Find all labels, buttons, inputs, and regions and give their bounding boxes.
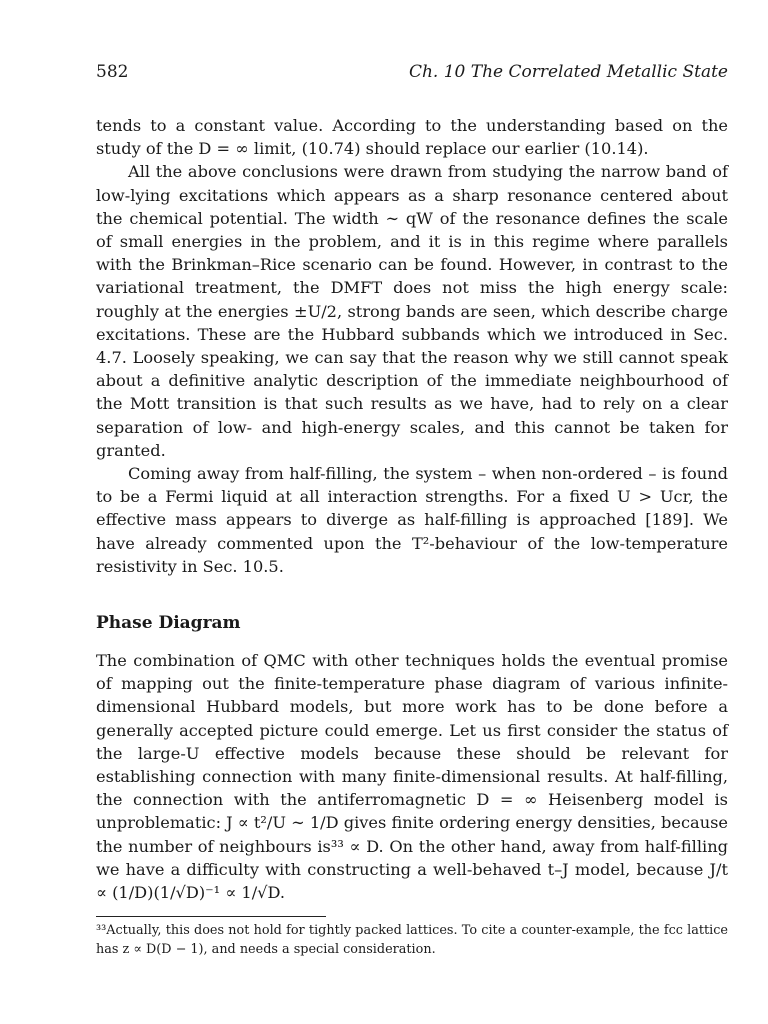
page [96,60,728,959]
section-title: Phase Diagram [96,613,241,634]
paragraph-1: tends to a constant value. According to the understanding based on the study of the D = ∞ limit, (10.74) should replace our earlier (10.14). [96,116,728,159]
running-header [96,60,728,84]
chapter-title: Ch. 10 The Correlated Metallic State [408,62,728,82]
body-text [96,114,728,904]
page-number: 582 [96,62,129,82]
paragraph-2: All the above conclusions were drawn from studying the narrow band of low-lying excitations which appears as a sharp resonance centered about the chemical potential. The width ∼ qW of the resonance defines the scale of small energies in the problem, and it is in this regime where parallels with the Brinkman–Rice scenario can be found. However, in contrast to the variational treatment, the DMFT does not miss the high energy scale: roughly at the energies ±U/2, strong bands are seen, which describe charge excitations. These are the Hubbard subbands which we introduced in Sec. 4.7. Loosely speaking, we can say that the reason why we still cannot speak about a definitive analytic description of the immediate neighbourhood of the Mott transition is that such results as we have, had to rely on a clear separation of low- and high-energy scales, and this cannot be taken for granted. [96,162,728,460]
footnote-divider [96,916,326,917]
paragraph-3: Coming away from half-filling, the system – when non-ordered – is found to be a Fermi liquid at all interaction strengths. For a fixed U > Ucr, the effective mass appears to diverge as half-filling is approached [189]. We have already commented upon the T²-behaviour of the low-temperature resistivity in Sec. 10.5. [96,464,728,576]
footnote-33: ³³Actually, this does not hold for tightly packed lattices. To cite a counter-example, the fcc lattice has z ∝ D(D − 1), and needs a special consideration. [96,923,728,958]
paragraph-4: The combination of QMC with other techniques holds the eventual promise of mapping out the finite-temperature phase diagram of various infinite-dimensional Hubbard models, but more work has to be done before a generally accepted picture could emerge. Let us first consider the status of the large-U effective models because these should be relevant for establishing connection with many finite-dimensional results. At half-filling, the connection with the antiferromagnetic D = ∞ Heisenberg model is unproblematic: J ∝ t²/U ∼ 1/D gives finite ordering energy densities, because the number of neighbours is³³ ∝ D. On the other hand, away from half-filling we have a difficulty with constructing a well-behaved t–J model, because J/t ∝ (1/D)(1/√D)⁻¹ ∝ 1/√D. [96,651,729,903]
